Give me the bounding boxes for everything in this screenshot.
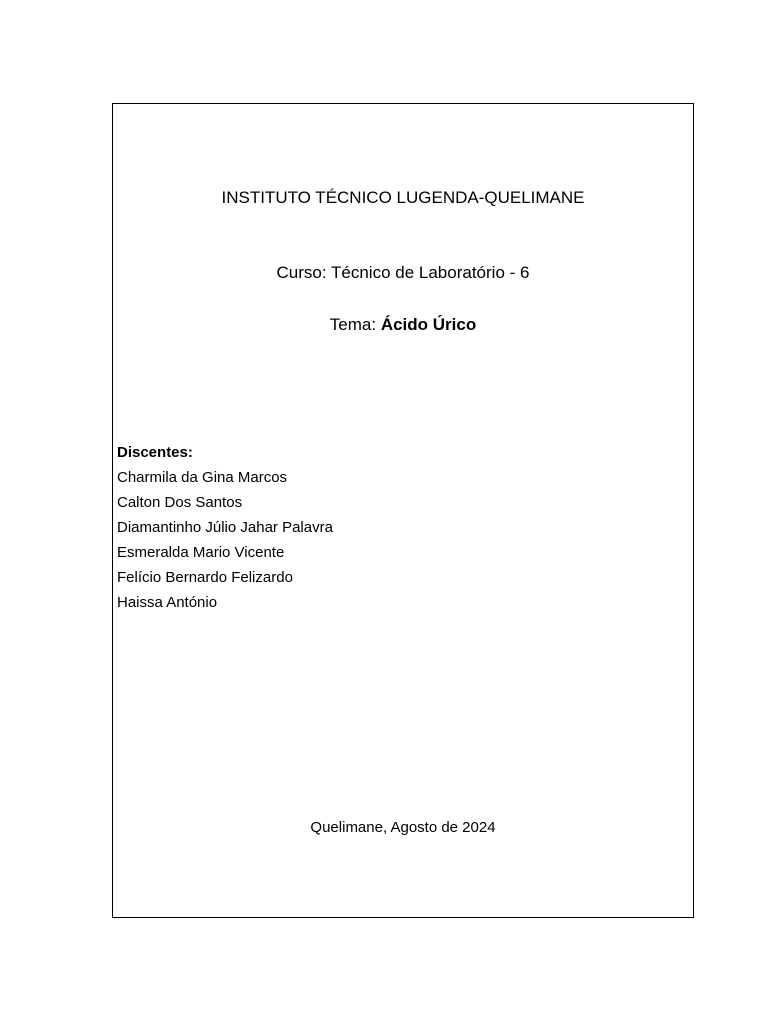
student-name: Calton Dos Santos — [117, 494, 243, 511]
student-name: Felício Bernardo Felizardo — [117, 569, 293, 586]
theme-value: Ácido Úrico — [380, 315, 477, 334]
course-line: Curso: Técnico de Laboratório - 6 — [276, 263, 530, 282]
students-heading: Discentes: — [117, 444, 193, 461]
students-list — [117, 465, 333, 615]
student-name: Diamantinho Júlio Jahar Palavra — [117, 519, 333, 536]
place-and-date: Quelimane, Agosto de 2024 — [310, 819, 496, 836]
student-name: Charmila da Gina Marcos — [117, 469, 288, 486]
student-name: Esmeralda Mario Vicente — [117, 544, 285, 561]
student-name: Haissa António — [117, 594, 218, 611]
cover-page-frame — [112, 103, 694, 918]
students-section — [117, 440, 333, 615]
theme-label: Tema: — [329, 315, 377, 334]
institution-title: INSTITUTO TÉCNICO LUGENDA-QUELIMANE — [221, 188, 585, 207]
theme-line — [113, 315, 693, 335]
